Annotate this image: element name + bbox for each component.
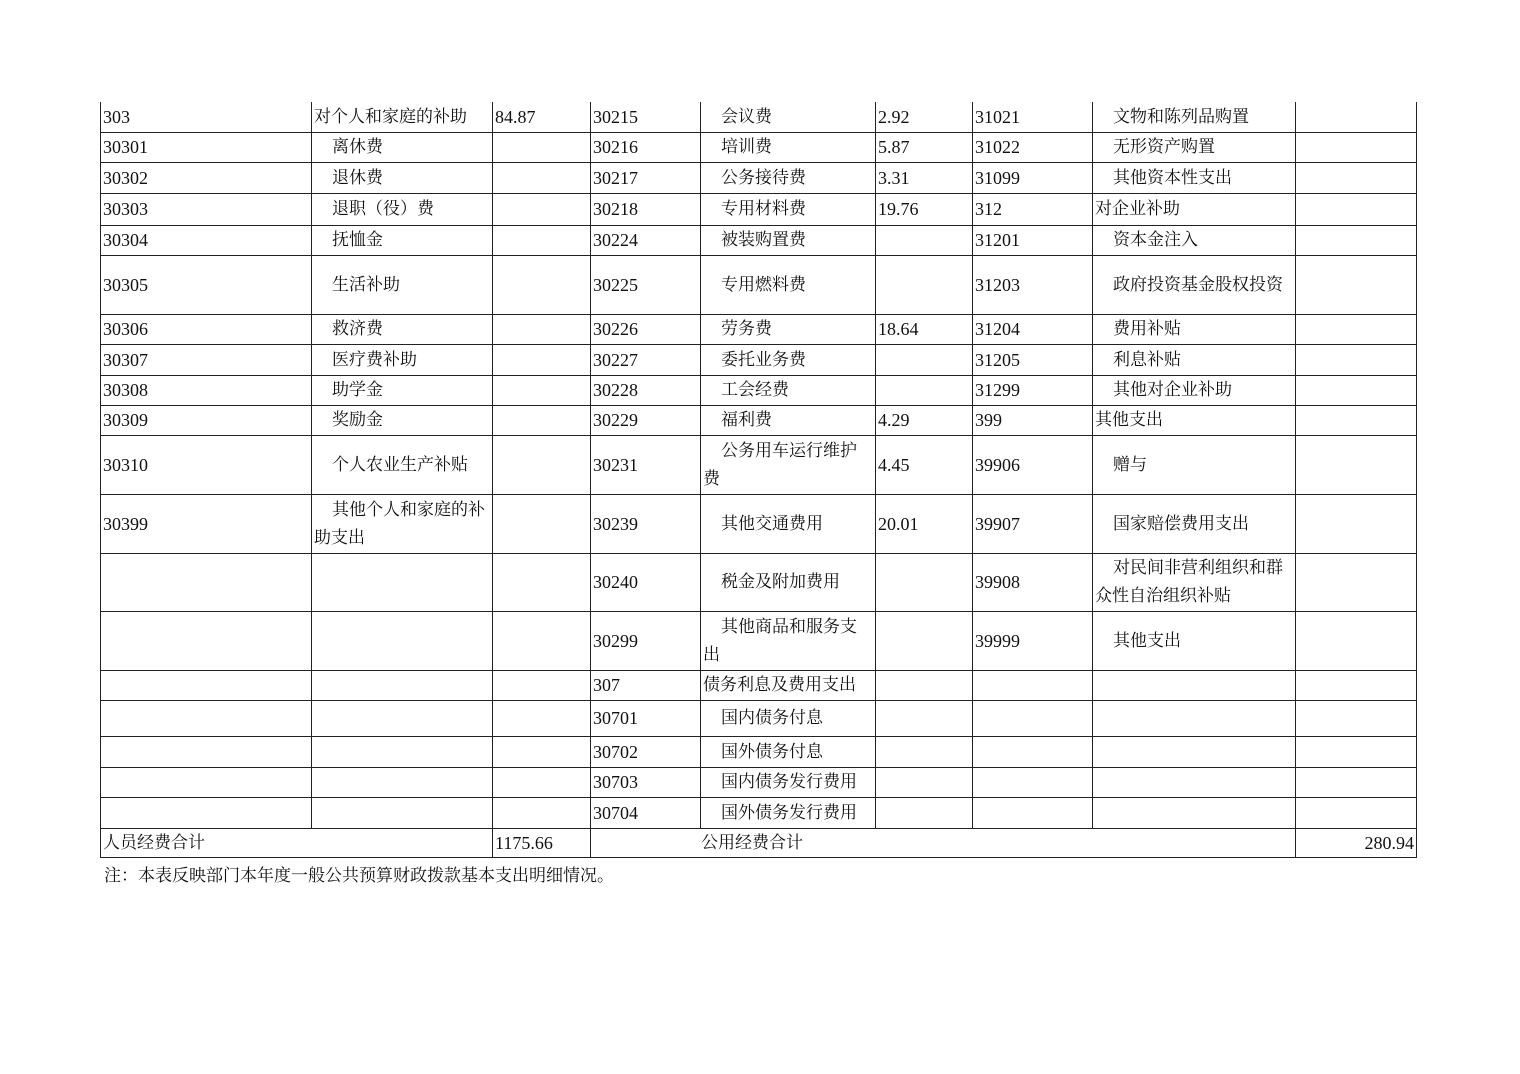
capital-item-amount [1296,435,1417,494]
personnel-item-amount [493,314,591,344]
personnel-item-code: 30310 [101,435,312,494]
capital-item-name: 对企业补助 [1093,193,1296,225]
public-item-name: 国内债务付息 [701,700,876,736]
personnel-item-code: 30303 [101,193,312,225]
public-item-code: 30703 [591,767,701,797]
public-item-name: 委托业务费 [701,344,876,375]
personnel-item-code: 30309 [101,405,312,435]
public-item-name: 工会经费 [701,375,876,405]
public-item-code: 30299 [591,611,701,670]
capital-item-code: 399 [973,405,1093,435]
personnel-item-code [101,670,312,700]
table-row [101,314,1417,344]
capital-item-code: 31201 [973,225,1093,255]
capital-item-amount [1296,494,1417,553]
public-item-amount: 20.01 [876,494,973,553]
table-body [101,102,1417,828]
public-item-amount: 2.92 [876,102,973,132]
table-footnote: 注：本表反映部门本年度一般公共预算财政拨款基本支出明细情况。 [104,866,614,886]
public-item-code: 30218 [591,193,701,225]
personnel-total-value: 1175.66 [493,828,591,857]
capital-item-code: 31099 [973,162,1093,193]
public-item-amount [876,736,973,767]
public-item-code: 30225 [591,255,701,314]
capital-item-name: 无形资产购置 [1093,132,1296,162]
personnel-item-amount [493,797,591,828]
personnel-item-amount [493,132,591,162]
capital-item-code: 31299 [973,375,1093,405]
capital-item-name: 其他支出 [1093,405,1296,435]
capital-item-name [1093,670,1296,700]
personnel-item-code [101,767,312,797]
public-item-amount [876,255,973,314]
public-item-amount [876,700,973,736]
personnel-item-amount [493,255,591,314]
capital-item-code [973,736,1093,767]
public-item-amount: 19.76 [876,193,973,225]
personnel-item-name: 其他个人和家庭的补助支出 [312,494,493,553]
personnel-item-code [101,736,312,767]
public-total-value: 280.94 [1296,828,1417,857]
capital-item-code [973,797,1093,828]
personnel-item-name: 离休费 [312,132,493,162]
capital-item-code: 39907 [973,494,1093,553]
personnel-item-amount [493,767,591,797]
public-item-amount: 4.45 [876,435,973,494]
personnel-item-code: 30305 [101,255,312,314]
public-item-name: 其他交通费用 [701,494,876,553]
public-item-name: 税金及附加费用 [701,553,876,611]
personnel-item-name: 救济费 [312,314,493,344]
table-row [101,611,1417,670]
public-item-name: 国外债务付息 [701,736,876,767]
public-item-name: 专用燃料费 [701,255,876,314]
personnel-item-name: 对个人和家庭的补助 [312,102,493,132]
personnel-item-code [101,700,312,736]
table-row [101,255,1417,314]
table-row [101,700,1417,736]
personnel-item-amount [493,700,591,736]
personnel-item-name [312,797,493,828]
public-item-name: 其他商品和服务支出 [701,611,876,670]
expenditure-table-container [100,102,1416,858]
capital-item-name: 文物和陈列品购置 [1093,102,1296,132]
capital-item-name: 利息补贴 [1093,344,1296,375]
capital-item-code: 39906 [973,435,1093,494]
personnel-item-code [101,553,312,611]
capital-item-amount [1296,255,1417,314]
personnel-item-amount [493,375,591,405]
capital-item-name: 政府投资基金股权投资 [1093,255,1296,314]
personnel-item-amount [493,193,591,225]
personnel-item-name: 奖励金 [312,405,493,435]
public-item-amount [876,553,973,611]
table-row [101,494,1417,553]
personnel-item-name [312,767,493,797]
public-item-amount [876,375,973,405]
capital-item-name [1093,797,1296,828]
personnel-item-amount [493,553,591,611]
table-row [101,132,1417,162]
public-item-amount [876,225,973,255]
table-row [101,736,1417,767]
public-item-name: 会议费 [701,102,876,132]
personnel-item-amount [493,435,591,494]
personnel-total-label: 人员经费合计 [101,828,493,857]
personnel-item-code: 30301 [101,132,312,162]
capital-item-code: 39908 [973,553,1093,611]
public-item-amount: 5.87 [876,132,973,162]
public-item-name: 专用材料费 [701,193,876,225]
public-item-name: 劳务费 [701,314,876,344]
public-item-amount: 3.31 [876,162,973,193]
personnel-item-code: 30399 [101,494,312,553]
capital-item-amount [1296,102,1417,132]
personnel-item-code: 30307 [101,344,312,375]
capital-item-code [973,670,1093,700]
public-item-code: 30702 [591,736,701,767]
capital-item-amount [1296,162,1417,193]
capital-item-code: 31203 [973,255,1093,314]
capital-item-name: 其他对企业补助 [1093,375,1296,405]
public-item-code: 30215 [591,102,701,132]
personnel-item-code: 303 [101,102,312,132]
capital-item-amount [1296,314,1417,344]
public-item-code: 30704 [591,797,701,828]
capital-item-name [1093,736,1296,767]
table-row [101,553,1417,611]
capital-item-code [973,767,1093,797]
personnel-item-code [101,611,312,670]
personnel-item-code: 30302 [101,162,312,193]
public-item-code: 30226 [591,314,701,344]
capital-item-amount [1296,132,1417,162]
public-item-name: 国内债务发行费用 [701,767,876,797]
personnel-item-code: 30308 [101,375,312,405]
capital-item-name: 资本金注入 [1093,225,1296,255]
table-row [101,797,1417,828]
public-item-code: 30239 [591,494,701,553]
table-row [101,225,1417,255]
table-row [101,344,1417,375]
personnel-item-amount: 84.87 [493,102,591,132]
table-row [101,767,1417,797]
public-item-code: 30231 [591,435,701,494]
personnel-item-amount [493,736,591,767]
personnel-item-name [312,553,493,611]
personnel-item-name: 抚恤金 [312,225,493,255]
capital-item-name: 国家赔偿费用支出 [1093,494,1296,553]
personnel-item-code: 30304 [101,225,312,255]
totals-row [101,828,1417,857]
personnel-item-amount [493,344,591,375]
public-item-amount [876,344,973,375]
public-total-label: 公用经费合计 [591,828,1296,857]
public-item-amount [876,797,973,828]
capital-item-name [1093,767,1296,797]
public-item-code: 30229 [591,405,701,435]
table-row [101,375,1417,405]
capital-item-name: 费用补贴 [1093,314,1296,344]
capital-item-amount [1296,700,1417,736]
public-item-name: 公务用车运行维护费 [701,435,876,494]
capital-item-amount [1296,797,1417,828]
table-row [101,162,1417,193]
public-item-code: 30227 [591,344,701,375]
public-item-code: 30217 [591,162,701,193]
personnel-item-name: 生活补助 [312,255,493,314]
personnel-item-amount [493,405,591,435]
personnel-item-name: 个人农业生产补贴 [312,435,493,494]
capital-item-code: 31205 [973,344,1093,375]
public-item-amount [876,611,973,670]
capital-item-code [973,700,1093,736]
capital-item-amount [1296,611,1417,670]
capital-item-code: 39999 [973,611,1093,670]
personnel-item-name: 助学金 [312,375,493,405]
capital-item-amount [1296,736,1417,767]
public-item-amount: 18.64 [876,314,973,344]
capital-item-name [1093,700,1296,736]
personnel-item-name [312,611,493,670]
capital-item-name: 其他支出 [1093,611,1296,670]
public-item-name: 债务利息及费用支出 [701,670,876,700]
personnel-item-name [312,736,493,767]
public-item-amount [876,767,973,797]
public-item-code: 30240 [591,553,701,611]
public-item-amount [876,670,973,700]
public-item-code: 307 [591,670,701,700]
capital-item-code: 31022 [973,132,1093,162]
public-item-code: 30224 [591,225,701,255]
personnel-item-code: 30306 [101,314,312,344]
expenditure-detail-table [100,102,1417,858]
personnel-item-name [312,670,493,700]
public-item-name: 福利费 [701,405,876,435]
personnel-item-amount [493,494,591,553]
capital-item-amount [1296,767,1417,797]
personnel-item-amount [493,225,591,255]
personnel-item-name: 医疗费补助 [312,344,493,375]
public-item-name: 国外债务发行费用 [701,797,876,828]
capital-item-amount [1296,670,1417,700]
table-row [101,102,1417,132]
personnel-item-amount [493,162,591,193]
personnel-item-amount [493,611,591,670]
capital-item-amount [1296,193,1417,225]
capital-item-code: 31021 [973,102,1093,132]
personnel-item-name [312,700,493,736]
capital-item-name: 其他资本性支出 [1093,162,1296,193]
capital-item-amount [1296,405,1417,435]
capital-item-name: 赠与 [1093,435,1296,494]
public-item-name: 培训费 [701,132,876,162]
personnel-item-code [101,797,312,828]
table-row [101,435,1417,494]
capital-item-amount [1296,344,1417,375]
public-item-code: 30216 [591,132,701,162]
public-item-amount: 4.29 [876,405,973,435]
capital-item-code: 31204 [973,314,1093,344]
public-item-name: 公务接待费 [701,162,876,193]
personnel-item-name: 退职（役）费 [312,193,493,225]
capital-item-amount [1296,553,1417,611]
table-row [101,193,1417,225]
public-item-code: 30701 [591,700,701,736]
capital-item-name: 对民间非营利组织和群众性自治组织补贴 [1093,553,1296,611]
capital-item-code: 312 [973,193,1093,225]
personnel-item-amount [493,670,591,700]
table-row [101,670,1417,700]
public-item-name: 被装购置费 [701,225,876,255]
capital-item-amount [1296,225,1417,255]
table-row [101,405,1417,435]
personnel-item-name: 退休费 [312,162,493,193]
capital-item-amount [1296,375,1417,405]
public-item-code: 30228 [591,375,701,405]
